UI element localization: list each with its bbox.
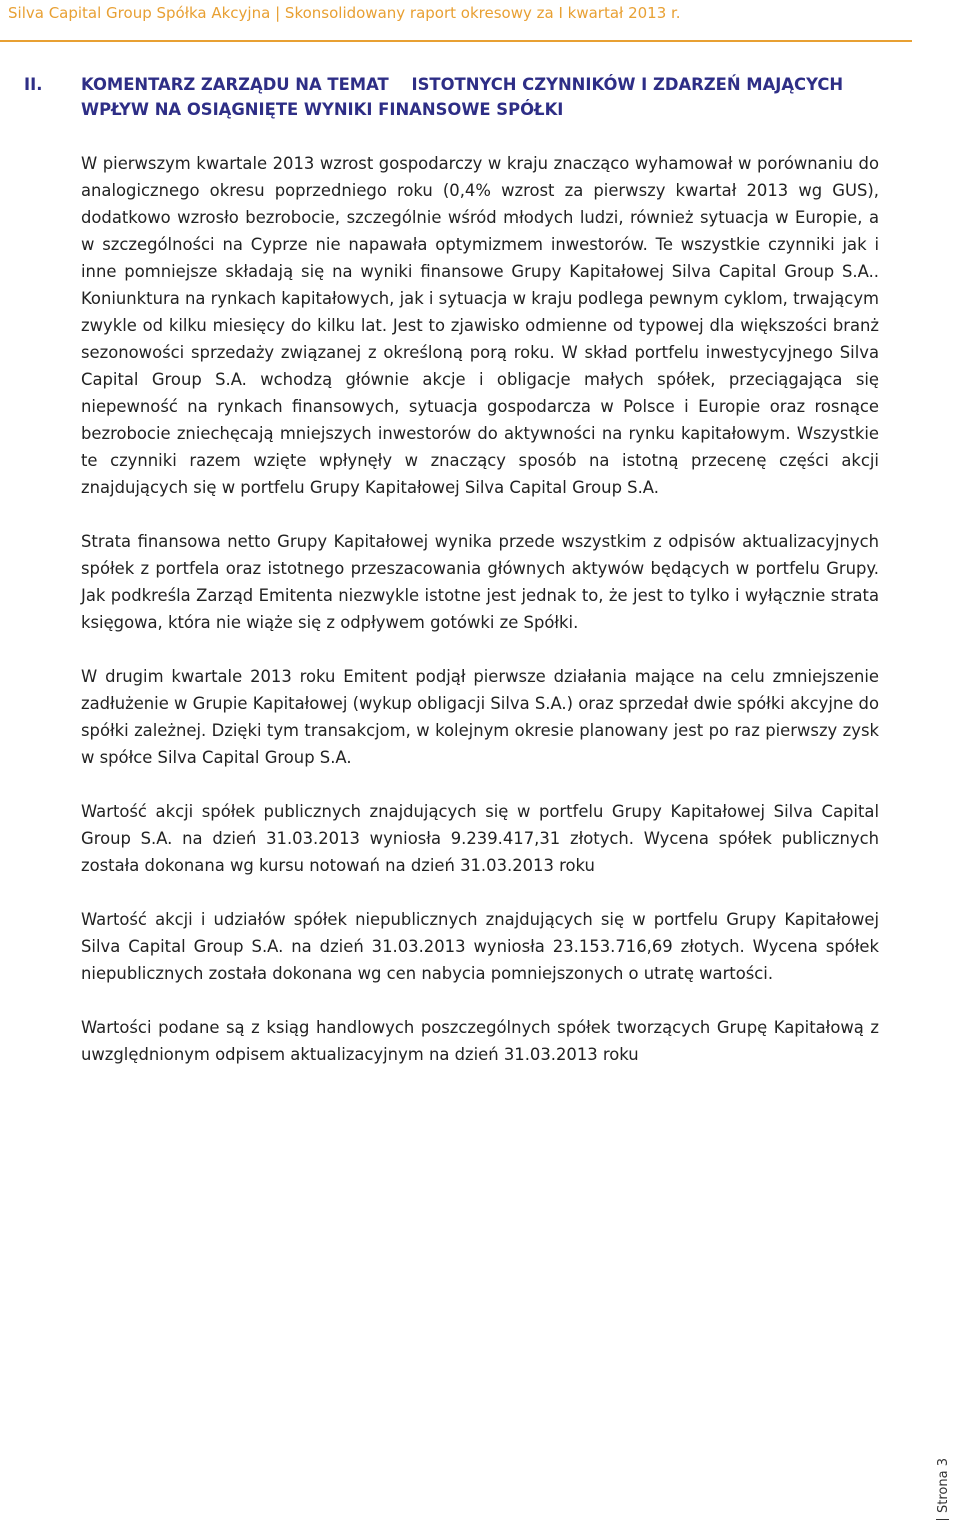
running-header: [8, 4, 681, 22]
body-text: [81, 150, 879, 1095]
paragraph-market-conditions: W pierwszym kwartale 2013 wzrost gospodarczy w kraju znacząco wyhamował w porównaniu do analogicznego okresu poprzedniego roku (0,4% wzrost za pierwszy kwartał 2013 wg GUS), dodatkowo wzrosło bezrobocie, szczególnie wśród młodych ludzi, również sytuacja w Europie, a w szczególności na Cyprze nie napawała optymizmem inwestorów. Te wszystkie czynniki jak i inne pomniejsze składają się na wyniki finansowe Grupy Kapitałowej Silva Capital Group S.A.. Koniunktura na rynkach kapitałowych, jak i sytuacja w kraju podlega pewnym cyklom, trwającym zwykle od kilku miesięcy do kilku lat. Jest to zjawisko odmienne od typowej dla większości branż sezonowości sprzedaży związanej z określoną porą roku. W skład portfelu inwestycyjnego Silva Capital Group S.A. wchodzą głównie akcje i obligacje małych spółek, przeciągająca się niepewność na rynkach finansowych, sytuacja gospodarcza w Polsce i Europie oraz rosnące bezrobocie zniechęcają mniejszych inwestorów do aktywności na rynku kapitałowym. Wszystkie te czynniki razem wzięte wpłynęły w znaczący sposób na istotną przecenę części akcji znajdujących się w portfelu Grupy Kapitałowej Silva Capital Group S.A.: [81, 154, 879, 497]
section-title-line-2: WPŁYW NA OSIĄGNIĘTE WYNIKI FINANSOWE SPÓŁKI: [81, 100, 564, 119]
paragraph-public-shares-value: Wartość akcji spółek publicznych znajdujących się w portfelu Grupy Kapitałowej Silva Capital Group S.A. na dzień 31.03.2013 wyniosła 9.239.417,31 złotych. Wycena spółek publicznych została dokonana wg kursu notowań na dzień 31.03.2013 roku: [81, 802, 879, 875]
paragraph-net-loss: Strata finansowa netto Grupy Kapitałowej wynika przede wszystkim z odpisów aktualizacyjnych spółek z portfela oraz istotnego przeszacowania głównych aktywów będących w portfelu Grupy. Jak podkreśla Zarząd Emitenta niezwykle istotne jest jednak to, że jest to tylko i wyłącznie strata księgowa, która nie wiąże się z odpływem gotówki ze Spółki.: [81, 532, 879, 632]
header-separator: |: [275, 4, 281, 22]
header-report-title: Skonsolidowany raport okresowy za I kwartał 2013 r.: [284, 4, 681, 22]
page-number-label: Strona 3: [936, 1458, 951, 1513]
paragraph-second-quarter: W drugim kwartale 2013 roku Emitent podjął pierwsze działania mające na celu zmniejszenie zadłużenie w Grupie Kapitałowej (wykup obligacji Silva S.A.) oraz sprzedał dwie spółki akcyjne do spółki zależnej. Dzięki tym transakcjom, w kolejnym okresie planowany jest po raz pierwszy zysk w spółce Silva Capital Group S.A.: [81, 667, 879, 767]
header-company: Silva Capital Group Spółka Akcyjna: [8, 4, 271, 22]
page-number-rotated: [936, 1458, 951, 1520]
page-number-bar: [936, 1519, 949, 1520]
page-number: [934, 1442, 956, 1520]
section-title-line-1: KOMENTARZ ZARZĄDU NA TEMAT ISTOTNYCH CZYNNIKÓW I ZDARZEŃ MAJĄCYCH: [81, 75, 844, 94]
paragraph-private-shares-value: Wartość akcji i udziałów spółek niepublicznych znajdujących się w portfelu Grupy Kapitałowej Silva Capital Group S.A. na dzień 31.03.2013 wyniosła 23.153.716,69 złotych. Wycena spółek niepublicznych została dokonana wg cen nabycia pomniejszonych o utratę wartości.: [81, 910, 879, 983]
header-rule: [0, 40, 912, 42]
paragraph-source-of-values: Wartości podane są z ksiąg handlowych poszczególnych spółek tworzących Grupę Kapitałową z uwzględnionym odpisem aktualizacyjnym na dzień 31.03.2013 roku: [81, 1018, 879, 1064]
section-number: II.: [24, 75, 43, 94]
